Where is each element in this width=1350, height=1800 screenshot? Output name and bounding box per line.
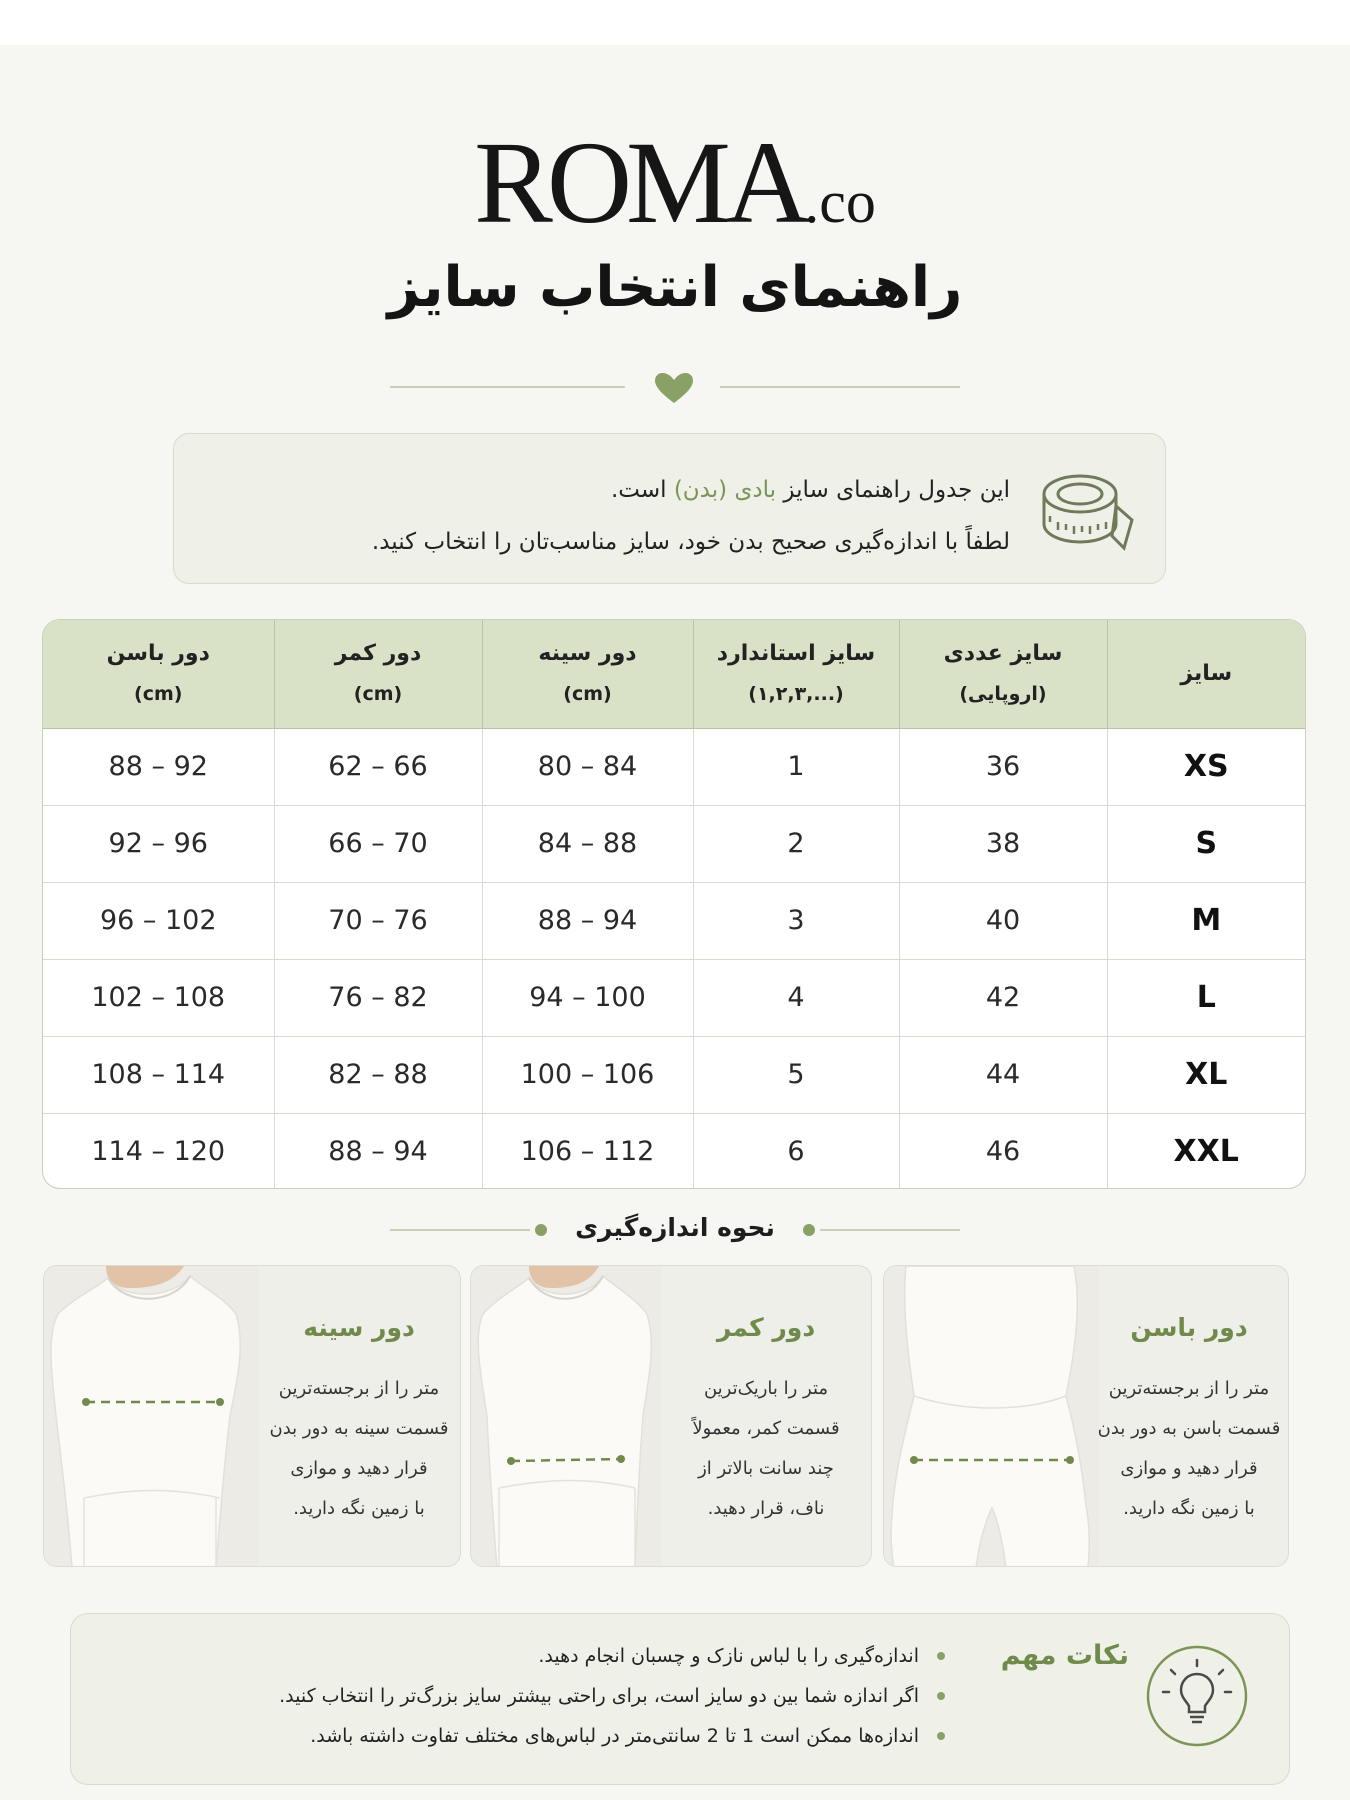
waist-cell: 70 – 76	[274, 882, 482, 959]
chest-measure-card	[43, 1265, 461, 1567]
header-chest	[482, 620, 693, 728]
hip-measure-card	[883, 1265, 1289, 1567]
table-row	[43, 882, 1305, 959]
model-hip-image	[884, 1266, 1099, 1567]
header-title: سایز استاندارد	[716, 640, 876, 666]
header-title: دور سینه	[538, 640, 637, 666]
how-to-measure-title: نحوه اندازه‌گیری	[575, 1213, 775, 1242]
chest-text-line: متر را از برجسته‌ترین	[278, 1378, 440, 1399]
how-to-measure-divider	[390, 1213, 960, 1247]
list-item: اگر اندازه شما بین دو سایز است، برای راحتی بیشتر سایز بزرگ‌تر را انتخاب کنید.	[279, 1676, 949, 1716]
chest-card-text	[259, 1369, 459, 1529]
chest-cell: 106 – 112	[482, 1113, 693, 1189]
header-standard-size	[693, 620, 899, 728]
divider-line-right	[720, 386, 960, 388]
size-cell: S	[1107, 805, 1305, 882]
waist-cell: 76 – 82	[274, 959, 482, 1036]
page-title: راهنمای انتخاب سایز	[387, 255, 963, 320]
eu-size-cell: 46	[899, 1113, 1107, 1189]
header-hip	[43, 620, 274, 728]
intro-line-1-start: این جدول راهنمای سایز	[776, 477, 1010, 503]
eu-size-cell: 40	[899, 882, 1107, 959]
important-notes-box	[70, 1613, 1290, 1785]
table-row	[43, 1036, 1305, 1113]
waist-measure-card	[470, 1265, 872, 1567]
brand-name: ROMA	[474, 117, 805, 248]
table-row	[43, 728, 1305, 805]
eu-size-cell: 36	[899, 728, 1107, 805]
divider-line-left	[390, 1229, 530, 1231]
intro-box	[173, 433, 1166, 584]
waist-card-title: دور کمر	[716, 1313, 816, 1342]
header-subtitle: (...,۱,۲,۳)	[748, 682, 844, 705]
waist-text-line: قسمت کمر، معمولاً	[692, 1418, 840, 1439]
brand-suffix: .co	[804, 169, 876, 235]
intro-line-2: لطفاً با اندازه‌گیری صحیح بدن خود، سایز مناسب‌تان را انتخاب کنید.	[371, 529, 1010, 555]
size-cell: L	[1107, 959, 1305, 1036]
standard-size-cell: 2	[693, 805, 899, 882]
header-subtitle: (cm)	[563, 682, 612, 705]
lightbulb-icon	[1145, 1644, 1249, 1748]
waist-text-line: چند سانت بالاتر از	[698, 1458, 834, 1479]
hip-cell: 102 – 108	[43, 959, 274, 1036]
standard-size-cell: 6	[693, 1113, 899, 1189]
intro-highlight: بادی (بدن)	[673, 477, 777, 503]
intro-line-1	[250, 464, 1010, 516]
title-divider	[390, 371, 960, 401]
standard-size-cell: 3	[693, 882, 899, 959]
size-cell: XL	[1107, 1036, 1305, 1113]
brand-logo	[0, 115, 1350, 251]
header-waist	[274, 620, 482, 728]
chest-cell: 84 – 88	[482, 805, 693, 882]
hip-text-line: قرار دهید و موازی	[1120, 1458, 1258, 1479]
eu-size-cell: 44	[899, 1036, 1107, 1113]
divider-line-left	[390, 386, 625, 388]
hip-text-line: قسمت باسن به دور بدن	[1097, 1418, 1281, 1439]
table-row	[43, 959, 1305, 1036]
hip-cell: 96 – 102	[43, 882, 274, 959]
header-size	[1107, 620, 1305, 728]
hip-card-text	[1089, 1369, 1289, 1529]
eu-size-cell: 42	[899, 959, 1107, 1036]
notes-title: نکات مهم	[1000, 1640, 1129, 1671]
chest-text-line: قسمت سینه به دور بدن	[269, 1418, 449, 1439]
waist-cell: 88 – 94	[274, 1113, 482, 1189]
header-subtitle: (اروپایی)	[959, 682, 1047, 705]
heart-icon	[652, 371, 696, 405]
table-row	[43, 1113, 1305, 1189]
intro-line-1-end: است.	[610, 477, 674, 503]
chest-cell: 80 – 84	[482, 728, 693, 805]
waist-text-line: ناف، قرار دهید.	[707, 1498, 825, 1519]
size-table	[42, 619, 1306, 1189]
waist-card-text	[666, 1369, 866, 1529]
waist-text-line: متر را باریک‌ترین	[703, 1378, 829, 1399]
header-subtitle: (cm)	[353, 682, 403, 705]
notes-list	[279, 1636, 949, 1756]
waist-cell: 66 – 70	[274, 805, 482, 882]
model-chest-image	[44, 1266, 259, 1567]
header-subtitle: (cm)	[134, 682, 183, 705]
standard-size-cell: 4	[693, 959, 899, 1036]
header-title: سایز	[1180, 660, 1233, 686]
eu-size-cell: 38	[899, 805, 1107, 882]
chest-cell: 88 – 94	[482, 882, 693, 959]
table-row	[43, 805, 1305, 882]
chest-text-line: با زمین نگه دارید.	[293, 1498, 425, 1519]
intro-text	[250, 464, 1010, 568]
size-cell: XS	[1107, 728, 1305, 805]
chest-cell: 100 – 106	[482, 1036, 693, 1113]
table-header-row	[43, 620, 1305, 728]
hip-card-title: دور باسن	[1130, 1313, 1248, 1342]
hip-cell: 114 – 120	[43, 1113, 274, 1189]
hip-text-line: با زمین نگه دارید.	[1123, 1498, 1255, 1519]
standard-size-cell: 1	[693, 728, 899, 805]
divider-dot-right	[803, 1224, 815, 1236]
hip-cell: 88 – 92	[43, 728, 274, 805]
hip-cell: 92 – 96	[43, 805, 274, 882]
list-item: اندازه‌گیری را با لباس نازک و چسبان انجام دهید.	[279, 1636, 949, 1676]
chest-cell: 94 – 100	[482, 959, 693, 1036]
header-title: دور کمر	[334, 640, 422, 666]
size-guide-page	[0, 45, 1350, 1800]
header-eu-size	[899, 620, 1107, 728]
chest-card-title: دور سینه	[303, 1313, 415, 1342]
list-item: اندازه‌ها ممکن است 1 تا 2 سانتی‌متر در لباس‌های مختلف تفاوت داشته باشد.	[279, 1716, 949, 1756]
divider-line-right	[820, 1229, 960, 1231]
measuring-tape-icon	[1040, 466, 1135, 556]
waist-cell: 62 – 66	[274, 728, 482, 805]
header-title: سایز عددی	[943, 640, 1063, 666]
hip-cell: 108 – 114	[43, 1036, 274, 1113]
header-title: دور باسن	[106, 640, 210, 666]
waist-cell: 82 – 88	[274, 1036, 482, 1113]
chest-text-line: قرار دهید و موازی	[290, 1458, 428, 1479]
size-cell: M	[1107, 882, 1305, 959]
hip-text-line: متر را از برجسته‌ترین	[1108, 1378, 1270, 1399]
standard-size-cell: 5	[693, 1036, 899, 1113]
model-waist-image	[471, 1266, 661, 1567]
size-cell: XXL	[1107, 1113, 1305, 1189]
